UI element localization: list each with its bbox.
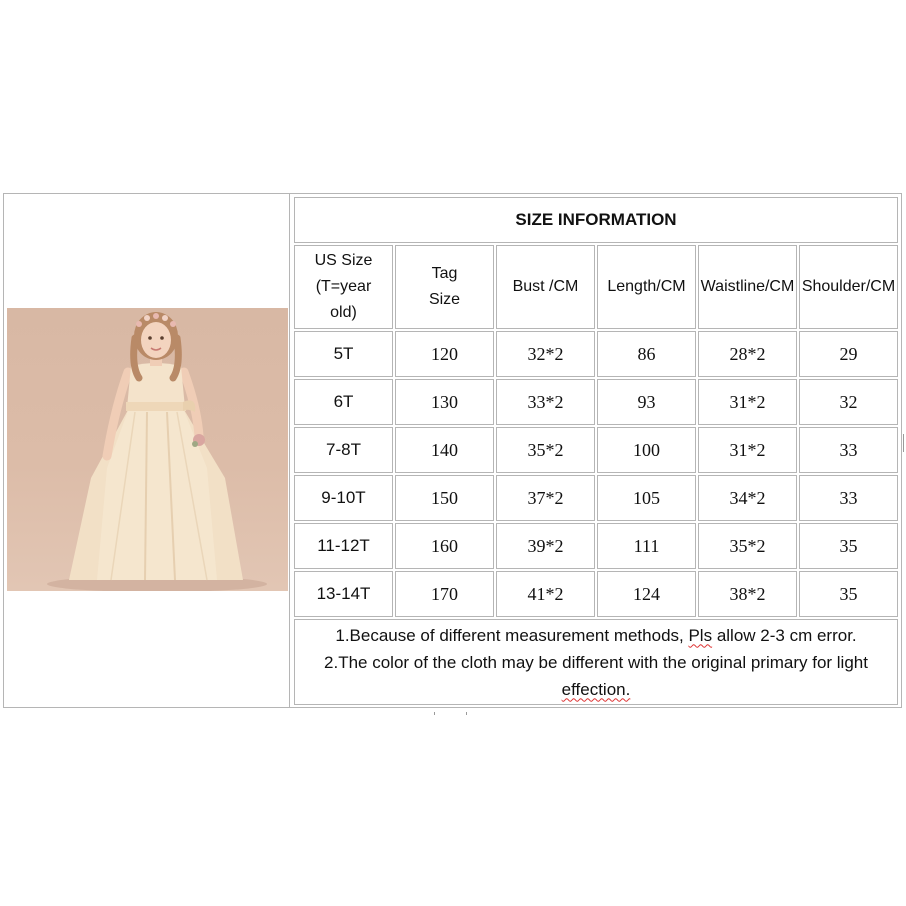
cell-tag: 130 (395, 379, 494, 425)
cell-shoulder: 29 (799, 331, 898, 377)
cell-waist: 35*2 (698, 523, 797, 569)
table-row (294, 523, 898, 569)
cell-us-size: 11-12T (294, 523, 393, 569)
cell-tag: 140 (395, 427, 494, 473)
notes-cell (294, 619, 898, 705)
cell-us-size: 13-14T (294, 571, 393, 617)
cell-us-size: 6T (294, 379, 393, 425)
table-row (294, 571, 898, 617)
cell-length: 86 (597, 331, 696, 377)
cell-us-size: 9-10T (294, 475, 393, 521)
cell-bust: 37*2 (496, 475, 595, 521)
cell-waist: 34*2 (698, 475, 797, 521)
cell-shoulder: 32 (799, 379, 898, 425)
cell-us-size: 7-8T (294, 427, 393, 473)
cell-length: 124 (597, 571, 696, 617)
cell-tag: 160 (395, 523, 494, 569)
table-row (294, 427, 898, 473)
cell-waist: 31*2 (698, 379, 797, 425)
cell-bust: 39*2 (496, 523, 595, 569)
col-length: Length/CM (597, 245, 696, 329)
cell-bust: 32*2 (496, 331, 595, 377)
col-shoulder: Shoulder/CM (799, 245, 898, 329)
cell-tag: 120 (395, 331, 494, 377)
note-1: 1.Because of different measurement methods, Pls allow 2-3 cm error. (335, 625, 857, 645)
cell-waist: 28*2 (698, 331, 797, 377)
cell-tag: 150 (395, 475, 494, 521)
table-row (294, 379, 898, 425)
edge-mark (434, 712, 435, 715)
cell-shoulder: 33 (799, 427, 898, 473)
cell-length: 105 (597, 475, 696, 521)
col-tag-size: Tag Size (395, 245, 494, 329)
cell-length: 93 (597, 379, 696, 425)
header-row (294, 245, 898, 329)
cell-length: 100 (597, 427, 696, 473)
cell-bust: 35*2 (496, 427, 595, 473)
cell-length: 111 (597, 523, 696, 569)
cell-shoulder: 35 (799, 571, 898, 617)
cell-shoulder: 33 (799, 475, 898, 521)
note-2: 2.The color of the cloth may be different with the original primary for light (324, 652, 868, 672)
size-table (292, 195, 900, 707)
cell-us-size: 5T (294, 331, 393, 377)
table-row (294, 475, 898, 521)
table-title: SIZE INFORMATION (294, 197, 898, 243)
cell-waist: 31*2 (698, 427, 797, 473)
cell-bust: 41*2 (496, 571, 595, 617)
notes-row (294, 619, 898, 705)
note-2-end: effection. (561, 679, 631, 699)
col-bust: Bust /CM (496, 245, 595, 329)
product-photo (7, 308, 288, 591)
col-us-size: US Size (T=year old) (294, 245, 393, 329)
table-row (294, 331, 898, 377)
cell-bust: 33*2 (496, 379, 595, 425)
cell-tag: 170 (395, 571, 494, 617)
cell-shoulder: 35 (799, 523, 898, 569)
edge-mark (466, 712, 467, 715)
col-waistline: Waistline/CM (698, 245, 797, 329)
girl-in-dress-illustration (7, 308, 288, 591)
edge-mark (903, 434, 904, 452)
cell-waist: 38*2 (698, 571, 797, 617)
